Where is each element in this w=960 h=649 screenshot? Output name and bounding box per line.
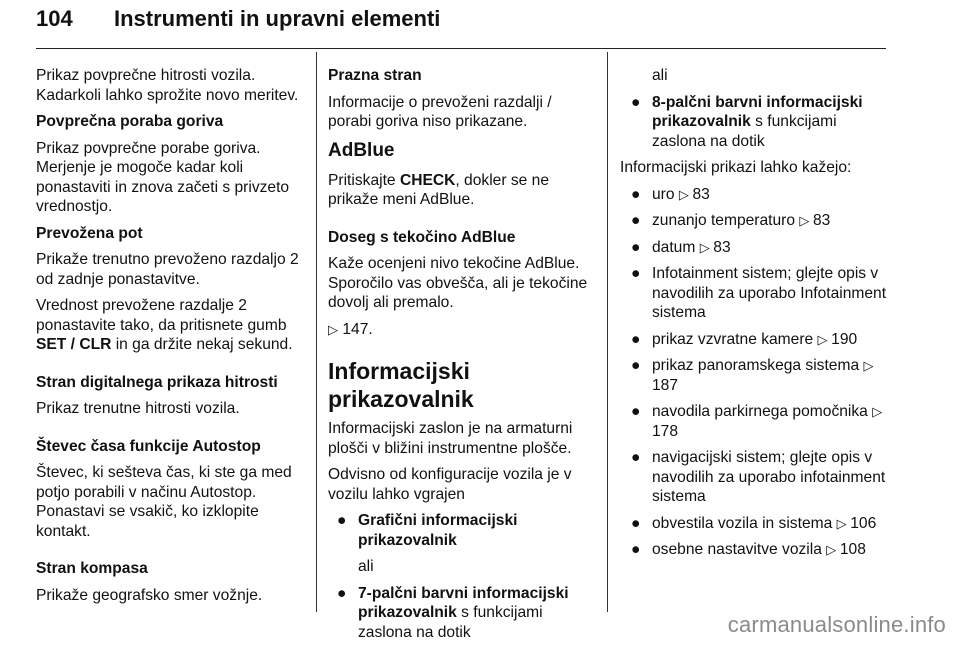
list-connector: ali	[652, 67, 668, 84]
cross-reference[interactable]: 190	[831, 330, 858, 348]
list-item: ● prikaz vzvratne kamere ▷ 190	[631, 330, 858, 348]
button-label-check: CHECK	[399, 171, 456, 189]
list-item: ● zunanjo temperaturo ▷ 83	[631, 212, 831, 229]
paragraph: Prikaže trenutno prevoženo razdaljo 2 od zadnje ponastavitve.	[36, 251, 299, 288]
page-header	[36, 4, 886, 49]
paragraph: Števec, ki sešteva čas, ki ste ga med potjo porabili v načinu Autostop. Ponastavi se vsakič, ko izklopite kontakt.	[36, 464, 292, 540]
section-heading: Stran kompasa	[36, 560, 148, 577]
section-heading: Števec časa funkcije Autostop	[36, 437, 261, 455]
paragraph: Prikaz trenutne hitrosti vozila.	[36, 400, 240, 417]
column-3	[622, 66, 892, 567]
paragraph: Prikaže geografsko smer vožnje.	[36, 586, 263, 604]
cross-reference-arrow-icon: ▷	[863, 358, 874, 373]
list-item: ● Grafični informacijski prikazovalnik	[337, 512, 518, 549]
button-label-set-clr: SET / CLR	[36, 336, 112, 353]
paragraph: Kaže ocenjeni nivo tekočine AdBlue. Sporočilo vas obvešča, ali je tekočine dovolj ali premalo.	[328, 255, 588, 311]
list-connector: ali	[358, 558, 374, 575]
cross-reference[interactable]: 106	[850, 514, 877, 532]
cross-reference-arrow-icon: ▷	[872, 404, 883, 419]
cross-reference[interactable]: 178	[652, 422, 679, 440]
cross-reference-arrow-icon: ▷	[826, 542, 840, 557]
cross-reference[interactable]: 83	[713, 238, 731, 256]
list-item: ● Infotainment sistem; glejte opis v navodilih za uporabo Infotainment sistema	[631, 265, 887, 321]
list-item: ● datum ▷ 83	[631, 238, 731, 256]
cross-reference[interactable]: 83	[812, 212, 831, 229]
section-heading: Stran digitalnega prikaza hitrosti	[36, 373, 278, 391]
section-heading: Prazna stran	[328, 67, 422, 84]
cross-reference-arrow-icon: ▷	[817, 331, 832, 347]
list-item: ● obvestila vozila in sistema ▷ 106	[631, 514, 877, 532]
paragraph: Informacijski prikazi lahko kažejo:	[620, 159, 852, 176]
section-title-adblue: AdBlue	[328, 139, 395, 161]
column-1	[36, 66, 308, 612]
chapter-title: Informacijski prikazovalnik	[328, 358, 474, 412]
cross-reference-arrow-icon: ▷	[328, 321, 338, 337]
cross-reference[interactable]: 187	[652, 376, 679, 394]
section-heading: Povprečna poraba goriva	[36, 113, 224, 130]
paragraph: Prikaz povprečne hitrosti vozila. Kadarkoli lahko sprožite novo meritev.	[36, 67, 299, 104]
watermark: carmanualsonline.info	[727, 612, 946, 637]
list-item: ● osebne nastavitve vozila ▷ 108	[631, 541, 866, 558]
column-2	[328, 66, 596, 649]
paragraph: Informacije o prevoženi razdalji / porabi goriva niso prikazane.	[328, 93, 552, 130]
cross-reference[interactable]: 108	[839, 541, 866, 558]
cross-reference[interactable]: ▷ 147.	[328, 320, 373, 338]
list-item: ● 7-palčni barvni informacijski prikazovalnik s funkcijami zaslona na dotik	[337, 584, 569, 641]
list-item: ● 8-palčni barvni informacijski prikazovalnik s funkcijami zaslona na dotik	[631, 93, 863, 150]
list-item: ● uro ▷ 83	[631, 185, 710, 203]
section-heading: Prevožena pot	[36, 224, 143, 242]
info-display-list	[622, 185, 892, 560]
cross-reference-arrow-icon: ▷	[836, 515, 851, 531]
column-divider	[607, 52, 608, 612]
cross-reference-arrow-icon: ▷	[799, 213, 813, 228]
paragraph: Prikaz povprečne porabe goriva. Merjenje je mogoče kadar koli ponastaviti in znova začeti s privzeto vrednostjo.	[36, 139, 290, 215]
paragraph: Informacijski zaslon je na armaturni plošči v bližini instrumentne plošče.	[328, 420, 573, 457]
cross-reference-arrow-icon: ▷	[678, 186, 693, 202]
paragraph: Pritiskajte CHECK, dokler se ne prikaže meni AdBlue.	[328, 171, 550, 208]
paragraph: Odvisno od konfiguracije vozila je v vozilu lahko vgrajen	[328, 466, 572, 503]
list-item: ● prikaz panoramskega sistema ▷ 187	[631, 357, 874, 394]
cross-reference-arrow-icon: ▷	[699, 239, 714, 255]
list-item: ● navigacijski sistem; glejte opis v navodilih za uporabo infotainment sistema	[631, 449, 886, 505]
column-divider	[316, 52, 317, 612]
section-heading: Doseg s tekočino AdBlue	[328, 228, 516, 246]
page-title: Instrumenti in upravni elementi	[114, 6, 441, 31]
cross-reference[interactable]: 83	[692, 185, 710, 203]
list-item: ● navodila parkirnega pomočnika ▷ 178	[631, 403, 883, 440]
paragraph: Vrednost prevožene razdalje 2 ponastavite tako, da pritisnete gumb SET / CLR in ga držite nekaj sekund.	[36, 297, 293, 353]
page-number: 104	[36, 6, 73, 31]
